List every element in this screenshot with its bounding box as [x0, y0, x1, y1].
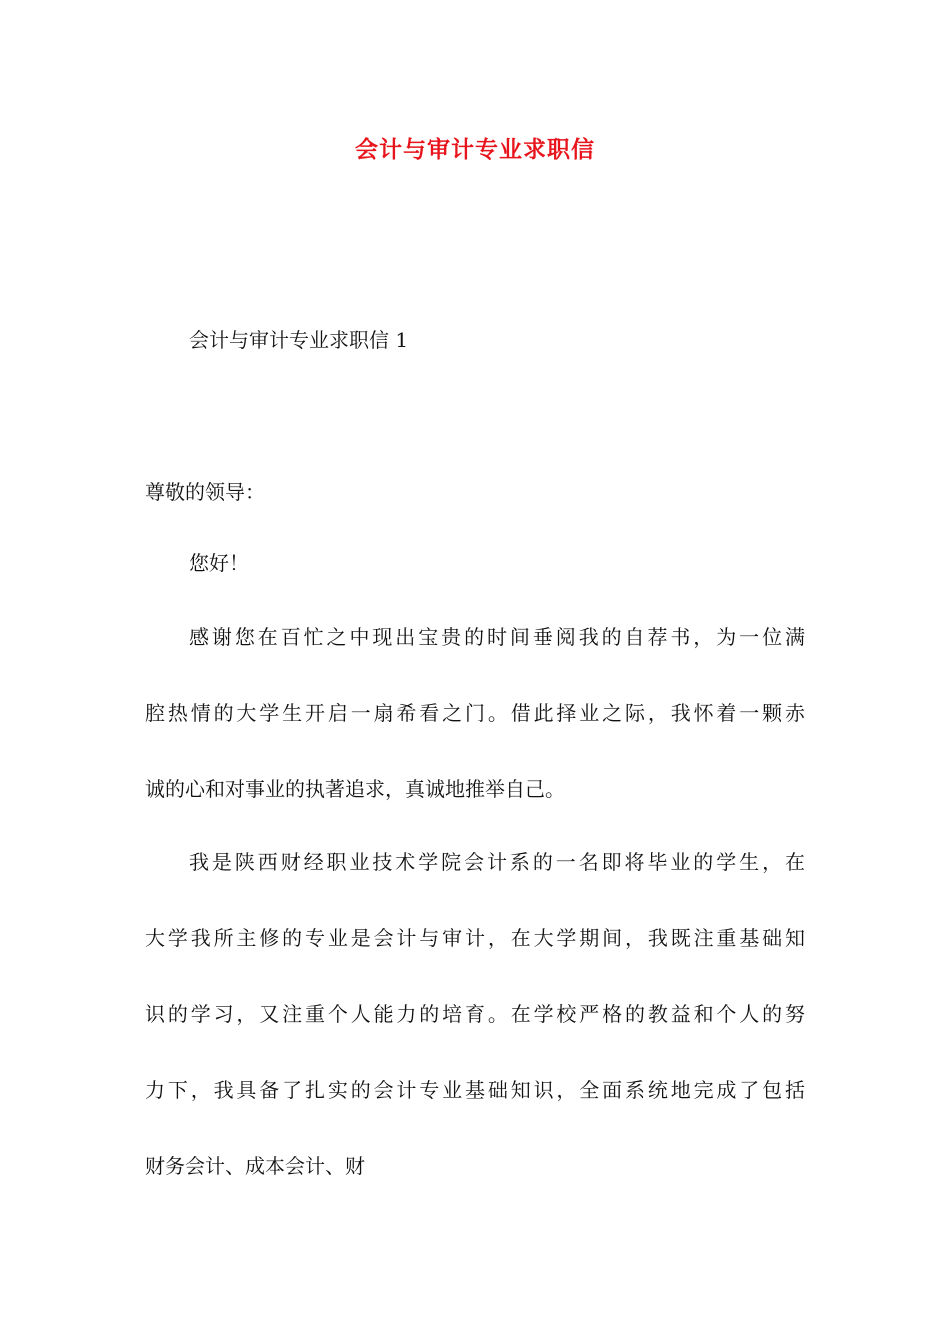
paragraph-line: 诚的心和对事业的执著追求，真诚地推举自己。 — [145, 777, 565, 801]
salutation: 尊敬的领导： — [145, 480, 265, 504]
paragraph-line: 力下，我具备了扎实的会计专业基础知识，全面系统地完成了包括 — [145, 1078, 805, 1102]
greeting: 您好！ — [189, 551, 249, 575]
paragraph-line: 大学我所主修的专业是会计与审计，在大学期间，我既注重基础知 — [145, 926, 805, 950]
letter-subtitle: 会计与审计专业求职信 1 — [189, 328, 409, 352]
document-title: 会计与审计专业求职信 — [355, 136, 595, 163]
paragraph-line: 腔热情的大学生开启一扇希看之门。借此择业之际，我怀着一颗赤 — [145, 701, 805, 725]
paragraph-introduction — [145, 847, 805, 1227]
paragraph-line: 感谢您在百忙之中现出宝贵的时间垂阅我的自荐书，为一位满 — [189, 625, 805, 649]
paragraph-line: 我是陕西财经职业技术学院会计系的一名即将毕业的学生，在 — [189, 850, 805, 874]
paragraph-line: 识的学习，又注重个人能力的培育。在学校严格的教益和个人的努 — [145, 1002, 805, 1026]
paragraph-gratitude — [145, 622, 805, 850]
paragraph-line: 财务会计、成本会计、财 — [145, 1154, 365, 1178]
